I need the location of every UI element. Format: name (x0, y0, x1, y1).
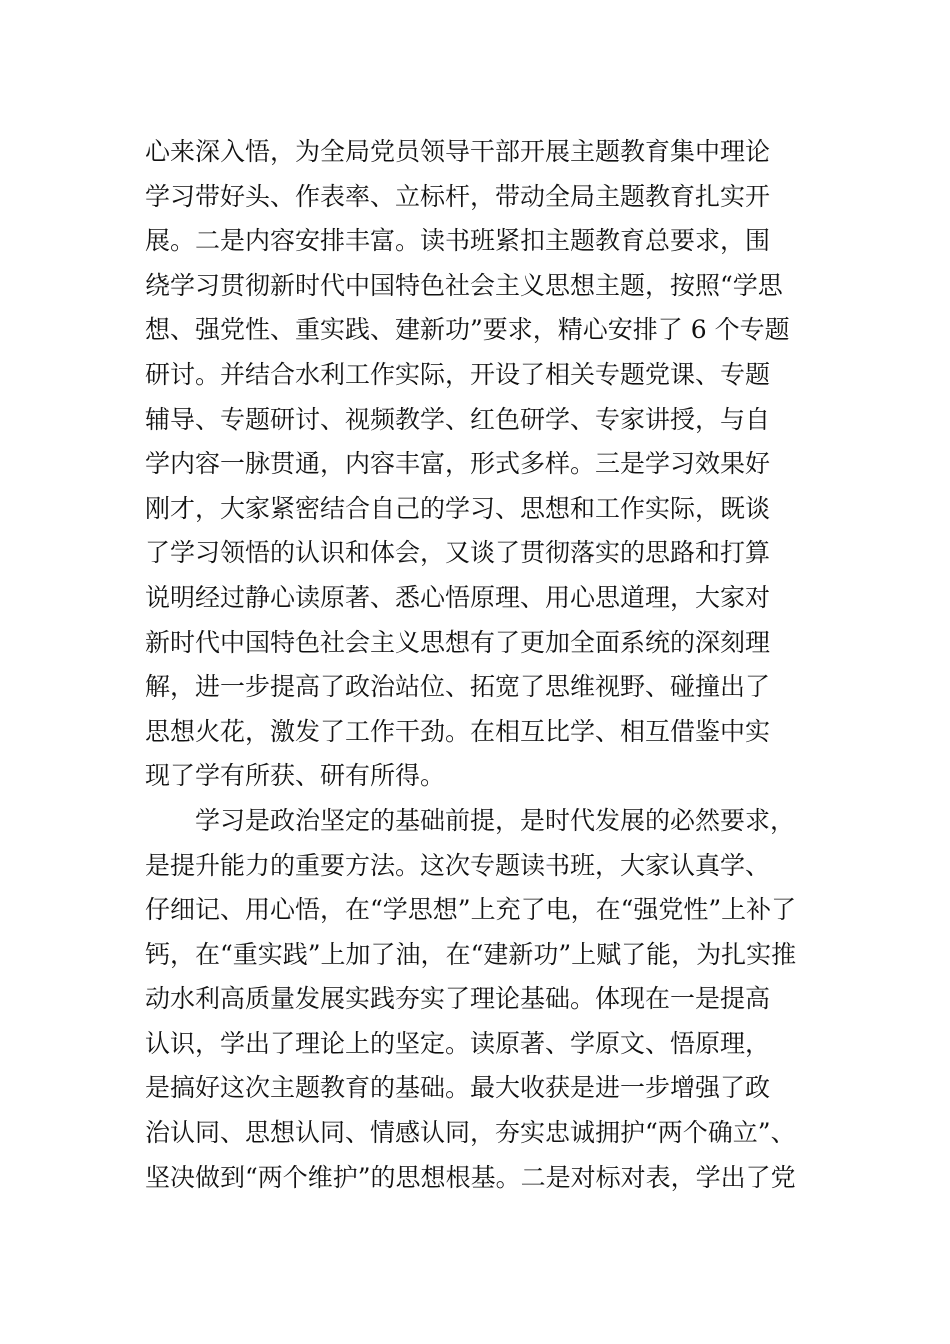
text-line: 坚决做到“两个维护”的思想根基。二是对标对表，学出了党 (145, 1162, 796, 1192)
body-text (145, 130, 845, 1200)
text-line: 学习带好头、作表率、立标杆，带动全局主题教育扎实开 (145, 181, 771, 211)
text-line: 心来深入悟，为全局党员领导干部开展主题教育集中理论 (145, 137, 771, 166)
text-line: 学内容一脉贯通，内容丰富，形式多样。三是学习效果好 (145, 449, 771, 479)
text-line: 钙，在“重实践”上加了油，在“建新功”上赋了能，为扎实推 (145, 939, 797, 969)
text-line: 解，进一步提高了政治站位、拓宽了思维视野、碰撞出了 (145, 672, 771, 702)
text-line: 说明经过静心读原著、悉心悟原理、用心思道理，大家对 (145, 582, 771, 612)
text-line: 绕学习贯彻新时代中国特色社会主义思想主题，按照“学思 (145, 270, 783, 300)
text-line: 思想火花，激发了工作干劲。在相互比学、相互借鉴中实 (145, 716, 771, 746)
text-line: 想、强党性、重实践、建新功”要求，精心安排了 6 个专题 (145, 315, 790, 345)
paragraph-start-line: 学习是政治坚定的基础前提，是时代发展的必然要求， (195, 805, 796, 835)
text-line: 辅导、专题研讨、视频教学、红色研学、专家讲授，与自 (145, 404, 771, 434)
text-line: 治认同、思想认同、情感认同，夯实忠诚拥护“两个确立”、 (145, 1118, 796, 1148)
text-line: 是提升能力的重要方法。这次专题读书班，大家认真学、 (145, 850, 771, 880)
text-line: 现了学有所获、研有所得。 (145, 761, 446, 791)
text-line: 新时代中国特色社会主义思想有了更加全面系统的深刻理 (145, 627, 771, 657)
text-line: 仔细记、用心悟，在“学思想”上充了电，在“强党性”上补了 (145, 895, 797, 925)
text-line: 刚才，大家紧密结合自己的学习、思想和工作实际，既谈 (145, 493, 771, 523)
text-line: 动水利高质量发展实践夯实了理论基础。体现在一是提高 (145, 984, 771, 1014)
text-line: 是搞好这次主题教育的基础。最大收获是进一步增强了政 (145, 1073, 771, 1103)
text-line: 展。二是内容安排丰富。读书班紧扣主题教育总要求，围 (145, 226, 771, 256)
text-line: 了学习领悟的认识和体会，又谈了贯彻落实的思路和打算 (145, 538, 771, 568)
text-line: 认识，学出了理论上的坚定。读原著、学原文、悟原理， (145, 1028, 771, 1058)
text-line: 研讨。并结合水利工作实际，开设了相关专题党课、专题 (145, 359, 771, 389)
